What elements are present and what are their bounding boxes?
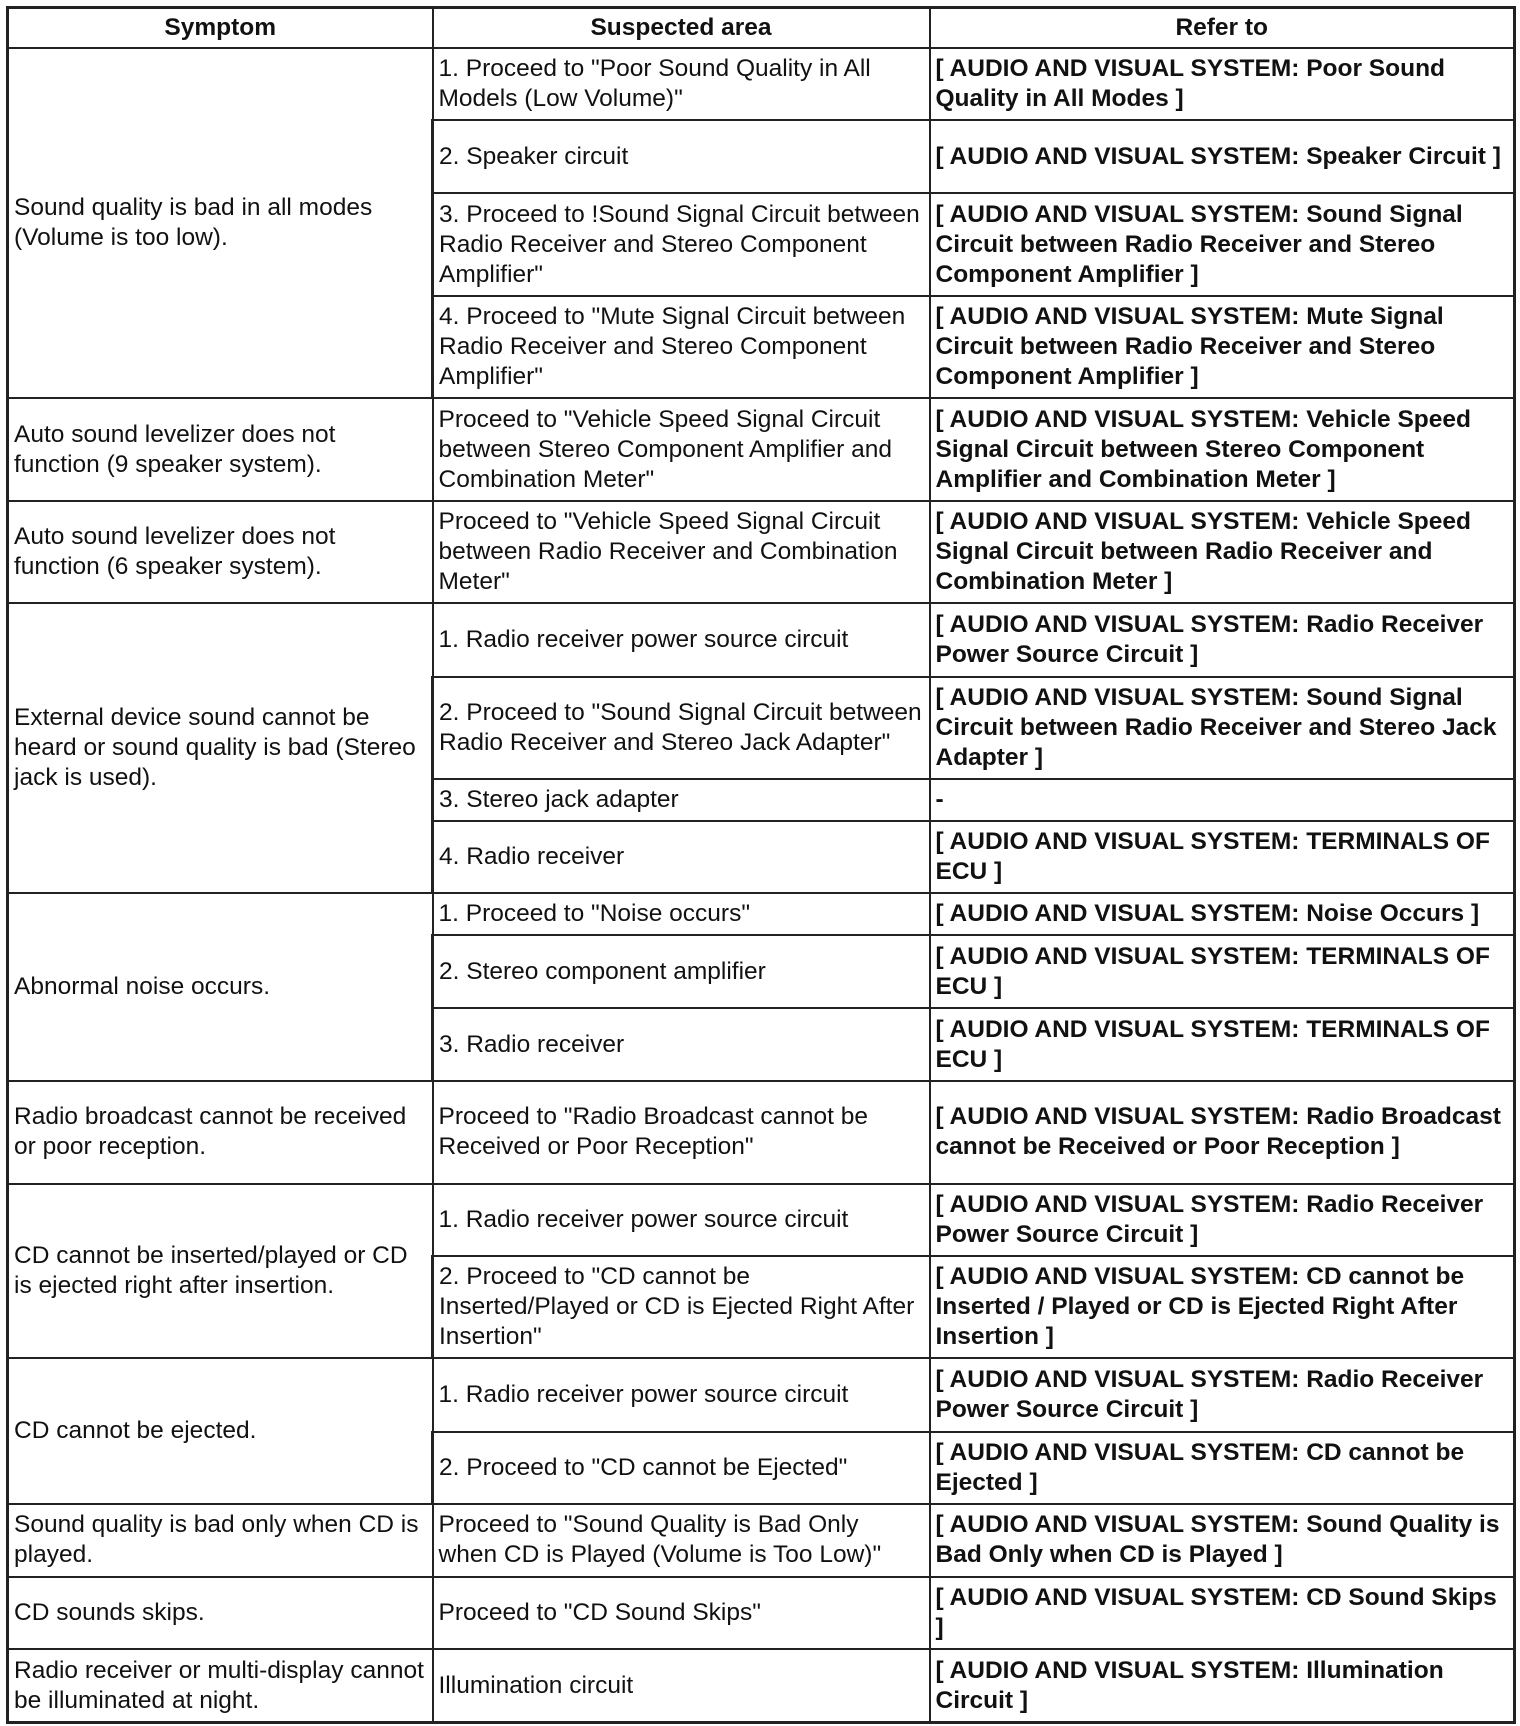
refer-to-cell: [ AUDIO AND VISUAL SYSTEM: Radio Broadcast cannot be Received or Poor Reception ]	[930, 1081, 1515, 1184]
refer-to-cell: -	[930, 779, 1515, 821]
table-row	[8, 48, 1515, 120]
refer-to-cell: [ AUDIO AND VISUAL SYSTEM: Sound Signal Circuit between Radio Receiver and Stereo Jack Adapter ]	[930, 677, 1515, 779]
header-suspected-area: Suspected area	[433, 8, 930, 49]
table-row	[8, 893, 1515, 935]
refer-to-cell: [ AUDIO AND VISUAL SYSTEM: Sound Signal Circuit between Radio Receiver and Stereo Component Amplifier ]	[930, 193, 1515, 295]
symptom-cell: Auto sound levelizer does not function (6 speaker system).	[8, 501, 433, 603]
suspected-area-cell: Proceed to "Sound Quality is Bad Only when CD is Played (Volume is Too Low)"	[433, 1504, 930, 1577]
refer-to-cell: [ AUDIO AND VISUAL SYSTEM: Radio Receiver Power Source Circuit ]	[930, 1358, 1515, 1431]
suspected-area-cell: 2. Speaker circuit	[433, 120, 930, 193]
refer-to-cell: [ AUDIO AND VISUAL SYSTEM: CD Sound Skips ]	[930, 1577, 1515, 1649]
table-row	[8, 398, 1515, 501]
refer-to-cell: [ AUDIO AND VISUAL SYSTEM: TERMINALS OF ECU ]	[930, 821, 1515, 893]
table-row	[8, 603, 1515, 676]
suspected-area-cell: 1. Radio receiver power source circuit	[433, 603, 930, 676]
suspected-area-cell: 3. Stereo jack adapter	[433, 779, 930, 821]
refer-to-cell: [ AUDIO AND VISUAL SYSTEM: Vehicle Speed Signal Circuit between Stereo Component Amplifier and Combination Meter ]	[930, 398, 1515, 501]
suspected-area-cell: Illumination circuit	[433, 1649, 930, 1722]
symptom-cell: External device sound cannot be heard or sound quality is bad (Stereo jack is used).	[8, 603, 433, 893]
refer-to-cell: [ AUDIO AND VISUAL SYSTEM: Speaker Circuit ]	[930, 120, 1515, 193]
symptom-cell: CD cannot be ejected.	[8, 1358, 433, 1503]
table-row	[8, 1184, 1515, 1256]
suspected-area-cell: 2. Proceed to "CD cannot be Inserted/Played or CD is Ejected Right After Insertion"	[433, 1256, 930, 1358]
table-row	[8, 1649, 1515, 1722]
symptom-cell: Radio receiver or multi-display cannot be illuminated at night.	[8, 1649, 433, 1722]
symptom-cell: Auto sound levelizer does not function (9 speaker system).	[8, 398, 433, 501]
header-symptom: Symptom	[8, 8, 433, 49]
refer-to-cell: [ AUDIO AND VISUAL SYSTEM: TERMINALS OF ECU ]	[930, 935, 1515, 1008]
suspected-area-cell: 3. Proceed to !Sound Signal Circuit between Radio Receiver and Stereo Component Amplifier"	[433, 193, 930, 295]
refer-to-cell: [ AUDIO AND VISUAL SYSTEM: Noise Occurs ]	[930, 893, 1515, 935]
header-refer-to: Refer to	[930, 8, 1515, 49]
symptom-cell: Abnormal noise occurs.	[8, 893, 433, 1080]
refer-to-cell: [ AUDIO AND VISUAL SYSTEM: CD cannot be Inserted / Played or CD is Ejected Right After Insertion ]	[930, 1256, 1515, 1358]
symptom-cell: Sound quality is bad only when CD is played.	[8, 1504, 433, 1577]
symptom-cell: CD cannot be inserted/played or CD is ejected right after insertion.	[8, 1184, 433, 1358]
refer-to-cell: [ AUDIO AND VISUAL SYSTEM: CD cannot be Ejected ]	[930, 1432, 1515, 1504]
table-row	[8, 1358, 1515, 1431]
symptom-cell: CD sounds skips.	[8, 1577, 433, 1649]
suspected-area-cell: Proceed to "Vehicle Speed Signal Circuit between Stereo Component Amplifier and Combination Meter"	[433, 398, 930, 501]
troubleshooting-table	[6, 6, 1516, 1724]
refer-to-cell: [ AUDIO AND VISUAL SYSTEM: Radio Receiver Power Source Circuit ]	[930, 1184, 1515, 1256]
refer-to-cell: [ AUDIO AND VISUAL SYSTEM: TERMINALS OF ECU ]	[930, 1008, 1515, 1080]
symptom-cell: Radio broadcast cannot be received or poor reception.	[8, 1081, 433, 1184]
suspected-area-cell: 4. Proceed to "Mute Signal Circuit between Radio Receiver and Stereo Component Amplifier"	[433, 296, 930, 398]
suspected-area-cell: 1. Radio receiver power source circuit	[433, 1184, 930, 1256]
suspected-area-cell: 1. Proceed to "Poor Sound Quality in All Models (Low Volume)"	[433, 48, 930, 120]
suspected-area-cell: 3. Radio receiver	[433, 1008, 930, 1080]
suspected-area-cell: Proceed to "Radio Broadcast cannot be Received or Poor Reception"	[433, 1081, 930, 1184]
suspected-area-cell: 2. Proceed to "Sound Signal Circuit between Radio Receiver and Stereo Jack Adapter"	[433, 677, 930, 779]
suspected-area-cell: 2. Stereo component amplifier	[433, 935, 930, 1008]
refer-to-cell: [ AUDIO AND VISUAL SYSTEM: Poor Sound Quality in All Modes ]	[930, 48, 1515, 120]
suspected-area-cell: 1. Radio receiver power source circuit	[433, 1358, 930, 1431]
table-row	[8, 501, 1515, 603]
refer-to-cell: [ AUDIO AND VISUAL SYSTEM: Vehicle Speed Signal Circuit between Radio Receiver and Combination Meter ]	[930, 501, 1515, 603]
suspected-area-cell: 1. Proceed to "Noise occurs"	[433, 893, 930, 935]
refer-to-cell: [ AUDIO AND VISUAL SYSTEM: Mute Signal Circuit between Radio Receiver and Stereo Component Amplifier ]	[930, 296, 1515, 398]
symptom-cell: Sound quality is bad in all modes (Volume is too low).	[8, 48, 433, 398]
suspected-area-cell: Proceed to "CD Sound Skips"	[433, 1577, 930, 1649]
refer-to-cell: [ AUDIO AND VISUAL SYSTEM: Illumination Circuit ]	[930, 1649, 1515, 1722]
refer-to-cell: [ AUDIO AND VISUAL SYSTEM: Radio Receiver Power Source Circuit ]	[930, 603, 1515, 676]
suspected-area-cell: 2. Proceed to "CD cannot be Ejected"	[433, 1432, 930, 1504]
refer-to-cell: [ AUDIO AND VISUAL SYSTEM: Sound Quality is Bad Only when CD is Played ]	[930, 1504, 1515, 1577]
header-row	[8, 8, 1515, 49]
suspected-area-cell: 4. Radio receiver	[433, 821, 930, 893]
suspected-area-cell: Proceed to "Vehicle Speed Signal Circuit between Radio Receiver and Combination Meter"	[433, 501, 930, 603]
table-row	[8, 1577, 1515, 1649]
table-row	[8, 1504, 1515, 1577]
table-row	[8, 1081, 1515, 1184]
